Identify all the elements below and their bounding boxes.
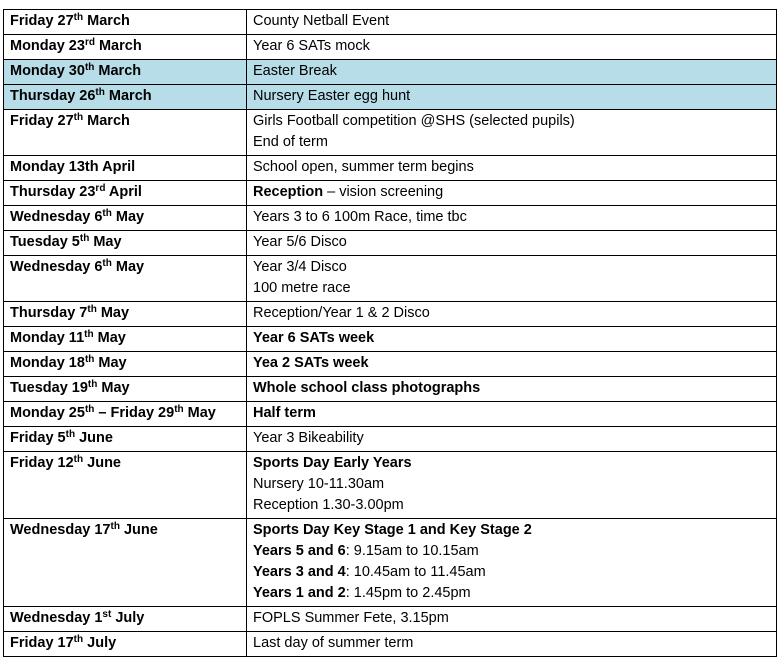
date-ordinal-suffix: th (84, 354, 95, 365)
event-cell (247, 632, 777, 657)
date-ordinal-suffix: rd (84, 37, 95, 48)
event-line (253, 278, 770, 299)
date-text: March (83, 13, 130, 29)
event-line (253, 520, 770, 541)
date-cell (4, 35, 247, 60)
table-row (4, 156, 777, 181)
date-text: March (83, 113, 130, 129)
event-line (253, 157, 770, 178)
date-ordinal-suffix: th (73, 112, 84, 123)
event-text: End of term (253, 134, 328, 150)
event-cell (247, 35, 777, 60)
event-line (253, 132, 770, 153)
date-text: Tuesday 19 (10, 380, 88, 396)
date-text: Thursday 7 (10, 305, 88, 321)
event-line (253, 61, 770, 82)
event-text: Yea 2 SATs week (253, 355, 369, 371)
date-text: Monday 11 (10, 330, 85, 346)
date-text: Monday 13th April (10, 159, 136, 175)
event-text: – vision screening (323, 184, 444, 200)
date-text: Friday 12 (10, 455, 74, 471)
event-line (253, 111, 770, 132)
table-row (4, 607, 777, 632)
table-row (4, 35, 777, 60)
date-ordinal-suffix: th (95, 87, 105, 98)
date-text: Friday 27 (10, 113, 74, 129)
date-ordinal-suffix: th (102, 208, 112, 219)
event-cell (247, 60, 777, 85)
event-text: Year 6 SATs week (253, 330, 375, 346)
date-text: May (94, 355, 127, 371)
date-text: Tuesday 5 (10, 234, 80, 250)
date-text: Monday 18 (10, 355, 85, 371)
table-row (4, 352, 777, 377)
date-text: Thursday 26 (10, 88, 96, 104)
event-line (253, 353, 770, 374)
event-cell (247, 256, 777, 302)
date-cell (4, 352, 247, 377)
date-text: July (111, 610, 145, 626)
date-ordinal-suffix: th (84, 62, 95, 73)
date-cell (4, 607, 247, 632)
date-cell (4, 452, 247, 519)
date-text: Monday 25 (10, 405, 85, 421)
date-text: July (83, 635, 117, 651)
event-line (253, 608, 770, 629)
event-text: Years 1 and 2 (253, 585, 346, 601)
date-text: Thursday 23 (10, 184, 96, 200)
event-cell (247, 377, 777, 402)
event-line (253, 232, 770, 253)
table-row (4, 85, 777, 110)
date-cell (4, 60, 247, 85)
event-cell (247, 10, 777, 35)
date-cell (4, 85, 247, 110)
event-cell (247, 206, 777, 231)
table-row (4, 181, 777, 206)
date-ordinal-suffix: th (102, 258, 112, 269)
event-line (253, 474, 770, 495)
event-cell (247, 231, 777, 256)
date-cell (4, 302, 247, 327)
date-text: Friday 17 (10, 635, 74, 651)
date-text: Friday 27 (10, 13, 74, 29)
date-cell (4, 110, 247, 156)
date-text: May (93, 330, 126, 346)
date-cell (4, 206, 247, 231)
event-line (253, 207, 770, 228)
date-cell (4, 10, 247, 35)
date-cell (4, 231, 247, 256)
event-cell (247, 452, 777, 519)
date-text: – Friday 29 (94, 405, 175, 421)
date-ordinal-suffix: th (84, 329, 94, 340)
date-text: Wednesday 6 (10, 209, 103, 225)
event-text: Years 5 and 6 (253, 543, 346, 559)
date-text: June (83, 455, 121, 471)
date-text: Wednesday 17 (10, 522, 111, 538)
event-text: 100 metre race (253, 280, 351, 296)
event-text: Year 3 Bikeability (253, 430, 364, 446)
event-line (253, 403, 770, 424)
table-row (4, 110, 777, 156)
event-line (253, 583, 770, 604)
event-cell (247, 302, 777, 327)
date-ordinal-suffix: th (110, 521, 120, 532)
event-text: Sports Day Early Years (253, 455, 412, 471)
table-row (4, 427, 777, 452)
date-text: May (96, 305, 130, 321)
date-text: Friday 5 (10, 430, 66, 446)
table-row (4, 231, 777, 256)
event-text: Girls Football competition @SHS (selected pupils) (253, 113, 575, 129)
date-text: April (105, 184, 142, 200)
date-text: Monday 23 (10, 38, 85, 54)
date-cell (4, 519, 247, 607)
date-cell (4, 632, 247, 657)
date-text: Wednesday 6 (10, 259, 103, 275)
date-cell (4, 377, 247, 402)
event-text: Years 3 and 4 (253, 564, 346, 580)
event-cell (247, 519, 777, 607)
event-text: Last day of summer term (253, 635, 414, 651)
event-line (253, 328, 770, 349)
date-text: May (97, 380, 130, 396)
event-text: Year 3/4 Disco (253, 259, 347, 275)
date-text: March (94, 63, 142, 79)
event-cell (247, 85, 777, 110)
event-line (253, 36, 770, 57)
table-row (4, 60, 777, 85)
event-line (253, 633, 770, 654)
event-text: School open, summer term begins (253, 159, 474, 175)
event-text: Nursery Easter egg hunt (253, 88, 411, 104)
event-cell (247, 156, 777, 181)
event-text: Easter Break (253, 63, 337, 79)
event-text: FOPLS Summer Fete, 3.15pm (253, 610, 449, 626)
term-dates-table (3, 9, 777, 657)
event-line (253, 182, 770, 203)
table-row (4, 302, 777, 327)
date-ordinal-suffix: st (102, 609, 112, 620)
date-cell (4, 427, 247, 452)
date-text: Wednesday 1 (10, 610, 103, 626)
event-line (253, 11, 770, 32)
date-cell (4, 181, 247, 206)
event-line (253, 428, 770, 449)
date-text: Monday 30 (10, 63, 85, 79)
event-text: Years 3 to 6 100m Race, time tbc (253, 209, 467, 225)
date-ordinal-suffix: th (174, 404, 184, 415)
date-ordinal-suffix: th (79, 233, 90, 244)
event-text: Whole school class photographs (253, 380, 481, 396)
table-row (4, 327, 777, 352)
event-cell (247, 181, 777, 206)
event-cell (247, 402, 777, 427)
event-cell (247, 427, 777, 452)
date-ordinal-suffix: th (73, 12, 84, 23)
event-line (253, 562, 770, 583)
date-text: June (75, 430, 113, 446)
table-row (4, 206, 777, 231)
table-row (4, 402, 777, 427)
table-row (4, 377, 777, 402)
date-ordinal-suffix: rd (95, 183, 106, 194)
event-text: Half term (253, 405, 316, 421)
event-text: Reception/Year 1 & 2 Disco (253, 305, 430, 321)
event-text: Year 5/6 Disco (253, 234, 347, 250)
term-dates-body (4, 10, 777, 657)
event-cell (247, 352, 777, 377)
date-cell (4, 402, 247, 427)
event-line (253, 541, 770, 562)
date-text: May (89, 234, 122, 250)
date-ordinal-suffix: th (87, 379, 98, 390)
event-text: : 9.15am to 10.15am (345, 543, 479, 559)
event-line (253, 453, 770, 474)
date-text: March (94, 38, 142, 54)
event-cell (247, 110, 777, 156)
event-line (253, 378, 770, 399)
table-row (4, 10, 777, 35)
event-text: Sports Day Key Stage 1 and Key Stage 2 (253, 522, 532, 538)
date-cell (4, 327, 247, 352)
event-line (253, 86, 770, 107)
date-text: May (183, 405, 216, 421)
date-text: March (104, 88, 152, 104)
event-line (253, 495, 770, 516)
table-row (4, 452, 777, 519)
event-text: County Netball Event (253, 13, 390, 29)
event-cell (247, 327, 777, 352)
event-text: Nursery 10-11.30am (253, 476, 385, 492)
event-text: Reception 1.30-3.00pm (253, 497, 404, 513)
date-cell (4, 156, 247, 181)
date-text: June (119, 522, 158, 538)
table-row (4, 632, 777, 657)
event-cell (247, 607, 777, 632)
date-ordinal-suffix: th (87, 304, 97, 315)
date-text: May (111, 259, 145, 275)
event-text: Year 6 SATs mock (253, 38, 370, 54)
date-cell (4, 256, 247, 302)
table-row (4, 519, 777, 607)
event-text: : 10.45am to 11.45am (345, 564, 486, 580)
event-text: Reception (253, 184, 324, 200)
event-text: : 1.45pm to 2.45pm (345, 585, 471, 601)
date-text: May (111, 209, 145, 225)
date-ordinal-suffix: th (84, 404, 95, 415)
date-ordinal-suffix: th (65, 429, 76, 440)
event-line (253, 257, 770, 278)
date-ordinal-suffix: th (73, 454, 84, 465)
table-row (4, 256, 777, 302)
event-line (253, 303, 770, 324)
date-ordinal-suffix: th (73, 634, 84, 645)
